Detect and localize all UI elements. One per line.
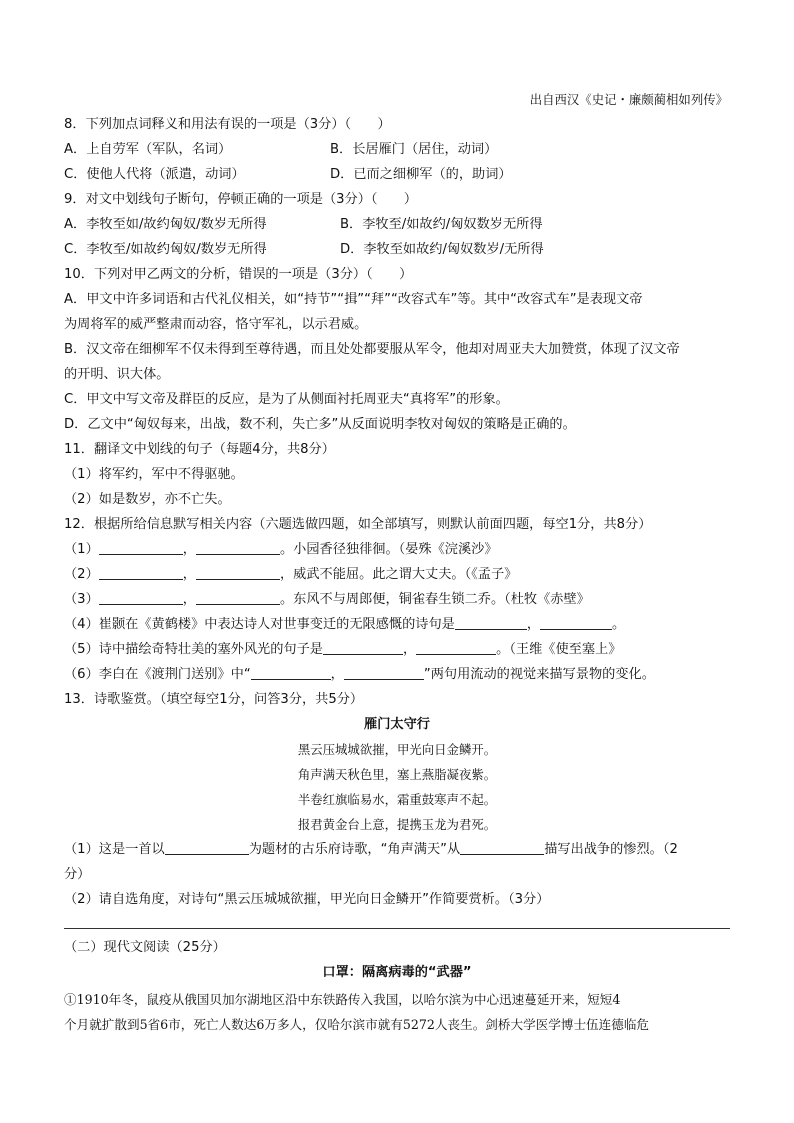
q9-stem: 9．对文中划线句子断句，停顿正确的一项是（3分）（ ）	[64, 192, 418, 207]
q9-options-row2	[64, 240, 730, 260]
q13-part-1-end: 描写出战争的惨烈。（2	[544, 842, 678, 857]
q12-item-6-end: ”两句用流动的视觉来描写景物的变化。	[423, 667, 655, 682]
q12-stem: 12．根据所给信息默写相关内容（六题选做四题，如全部填写，则默认前面四题，每空1分，共8分）	[64, 517, 652, 532]
q10-option-b-line2: 的开明、识大体。	[64, 367, 170, 382]
q12-item-1	[64, 540, 730, 560]
q8-stem: 8．下列加点词释义和用法有误的一项是（3分）（ ）	[64, 117, 391, 132]
poem-line: 报君黄金台上意，提携玉龙为君死。	[297, 817, 497, 832]
q12-item-3-number: （3）	[64, 592, 99, 607]
poem-line: 黑云压城城欲摧，甲光向日金鳞开。	[297, 742, 497, 757]
q12-item-2-blank-1[interactable]	[99, 565, 183, 580]
poem-title: 雁门太守行	[364, 717, 430, 732]
q13-part-1-continued: 分）	[64, 867, 91, 882]
q12-item-4-text: （4）崔颢在《黄鹤楼》中表达诗人对世事变迁的无限感慨的诗句是	[64, 617, 455, 632]
q12-item-5	[64, 640, 730, 660]
q8-options-row1	[64, 140, 730, 160]
q13-part-1-blank-1[interactable]	[165, 840, 249, 855]
q12-item-1-blank-1[interactable]	[99, 540, 183, 555]
poem-line: 角声满天秋色里，塞上燕脂凝夜紫。	[297, 767, 497, 782]
q12-item-3-separator: ，	[182, 592, 196, 607]
poem-line: 半卷红旗临易水，霜重鼓寒声不起。	[297, 792, 497, 807]
q12-item-3	[64, 590, 730, 610]
q8-option-d[interactable]: D．已而之细柳军（的，助词）	[330, 167, 512, 182]
q9-option-b[interactable]: B．李牧至/如故约/匈奴数岁无所得	[340, 217, 543, 232]
article-paragraph-line: ①1910年冬，鼠疫从俄国贝加尔湖地区沿中东铁路传入我国，以哈尔滨为中心迅速蔓延开来，短短4	[64, 992, 621, 1007]
q12-item-2	[64, 565, 730, 585]
q10-option-b-line1[interactable]: B．汉文帝在细柳军不仅未得到至尊待遇，而且处处都要服从军令，他却对周亚夫大加赞赏，体现了汉文帝	[64, 342, 680, 357]
q12-item-5-separator: ，	[402, 642, 417, 657]
q12-item-4-separator: ，	[526, 617, 541, 632]
q13-part-1-middle: 为题材的古乐府诗歌，“角声满天”从	[248, 842, 461, 857]
q12-item-1-separator: ，	[182, 542, 196, 557]
q12-item-5-blank-2[interactable]	[416, 640, 496, 655]
q12-item-6	[64, 665, 730, 685]
q12-item-1-blank-2[interactable]	[196, 540, 280, 555]
q12-item-4-end: 。	[612, 617, 626, 632]
article-paragraph-line: 个月就扩散到5省6市，死亡人数达6万多人，仅哈尔滨市就有5272人丧生。剑桥大学医学博士伍连德临危	[64, 1017, 650, 1032]
q12-item-1-number: （1）	[64, 542, 99, 557]
q12-item-3-blank-2[interactable]	[196, 590, 280, 605]
q10-option-a-line1[interactable]: A．甲文中许多词语和古代礼仪相关，如“持节”“揖”“拜”“改容式车”等。其中“改容式车”是表现文帝	[64, 292, 643, 307]
q13-part-1	[64, 840, 730, 860]
q13-part-2: （2）请自选角度，对诗句“黑云压城城欲摧，甲光向日金鳞开”作简要赏析。（3分）	[64, 892, 550, 907]
q10-option-a-line2: 为周将军的威严整肃而动容，恪守军礼，以示君威。	[64, 317, 368, 332]
q12-item-4-blank-1[interactable]	[455, 615, 527, 630]
q11-stem: 11．翻译文中划线的句子（每题4分，共8分）	[64, 442, 335, 457]
section-divider	[64, 928, 730, 929]
q12-item-2-number: （2）	[64, 567, 99, 582]
q8-option-c[interactable]: C．使他人代将（派遣，动词）	[64, 167, 245, 182]
q10-stem: 10．下列对甲乙两文的分析，错误的一项是（3分）（ ）	[64, 267, 413, 282]
q13-stem: 13．诗歌鉴赏。（填空每空1分，问答3分，共5分）	[64, 692, 364, 707]
q12-item-1-text: 。小园香径独徘徊。（晏殊《浣溪沙》	[279, 542, 498, 557]
q8-option-b[interactable]: B．长居雁门（居住，动词）	[330, 142, 498, 157]
q12-item-4-blank-2[interactable]	[540, 615, 612, 630]
q9-option-d[interactable]: D．李牧至如故约/匈奴数岁/无所得	[340, 242, 544, 257]
q12-item-6-separator: ，	[330, 667, 344, 682]
q12-item-6-blank-1[interactable]	[251, 665, 331, 680]
source-note: 出自西汉《史记・廉颇蔺相如列传》	[529, 92, 728, 107]
article-title: 口罩：隔离病毒的“武器”	[322, 965, 472, 980]
q12-item-3-text: 。东风不与周郎便，铜雀春生锁二乔。（杜牧《赤壁》	[279, 592, 590, 607]
q12-item-6-blank-2[interactable]	[344, 665, 424, 680]
q13-part-1-text: （1）这是一首以	[64, 842, 165, 857]
q8-options-row2	[64, 165, 730, 185]
q12-item-2-text: ，威武不能屈。此之谓大丈夫。（《孟子》	[279, 567, 518, 582]
q12-item-4	[64, 615, 730, 635]
q12-item-3-blank-1[interactable]	[99, 590, 183, 605]
q12-item-6-text: （6）李白在《渡荆门送别》中“	[64, 667, 251, 682]
q13-part-1-blank-2[interactable]	[460, 840, 544, 855]
q10-option-c[interactable]: C．甲文中写文帝及群臣的反应，是为了从侧面衬托周亚夫“真将军”的形象。	[64, 392, 509, 407]
q9-options-row1	[64, 215, 730, 235]
q9-option-a[interactable]: A．李牧至如/故约匈奴/数岁无所得	[64, 217, 267, 232]
q12-item-5-end: 。（王维《使至塞上》	[496, 642, 622, 657]
q12-item-2-separator: ，	[182, 567, 196, 582]
q12-item-5-blank-1[interactable]	[323, 640, 403, 655]
q12-item-5-text: （5）诗中描绘奇特壮美的塞外风光的句子是	[64, 642, 323, 657]
q11-sentence-1: （1）将军约，军中不得驱驰。	[64, 467, 244, 482]
q9-option-c[interactable]: C．李牧至/如故约匈奴/数岁无所得	[64, 242, 267, 257]
q11-sentence-2: （2）如是数岁，亦不亡失。	[64, 492, 231, 507]
q8-option-a[interactable]: A．上自劳军（军队，名词）	[64, 142, 232, 157]
q12-item-2-blank-2[interactable]	[196, 565, 280, 580]
section-heading: （二）现代文阅读（25分）	[64, 940, 226, 955]
q10-option-d[interactable]: D．乙文中“匈奴每来，出战，数不利，失亡多”从反面说明李牧对匈奴的策略是正确的。	[64, 417, 576, 432]
